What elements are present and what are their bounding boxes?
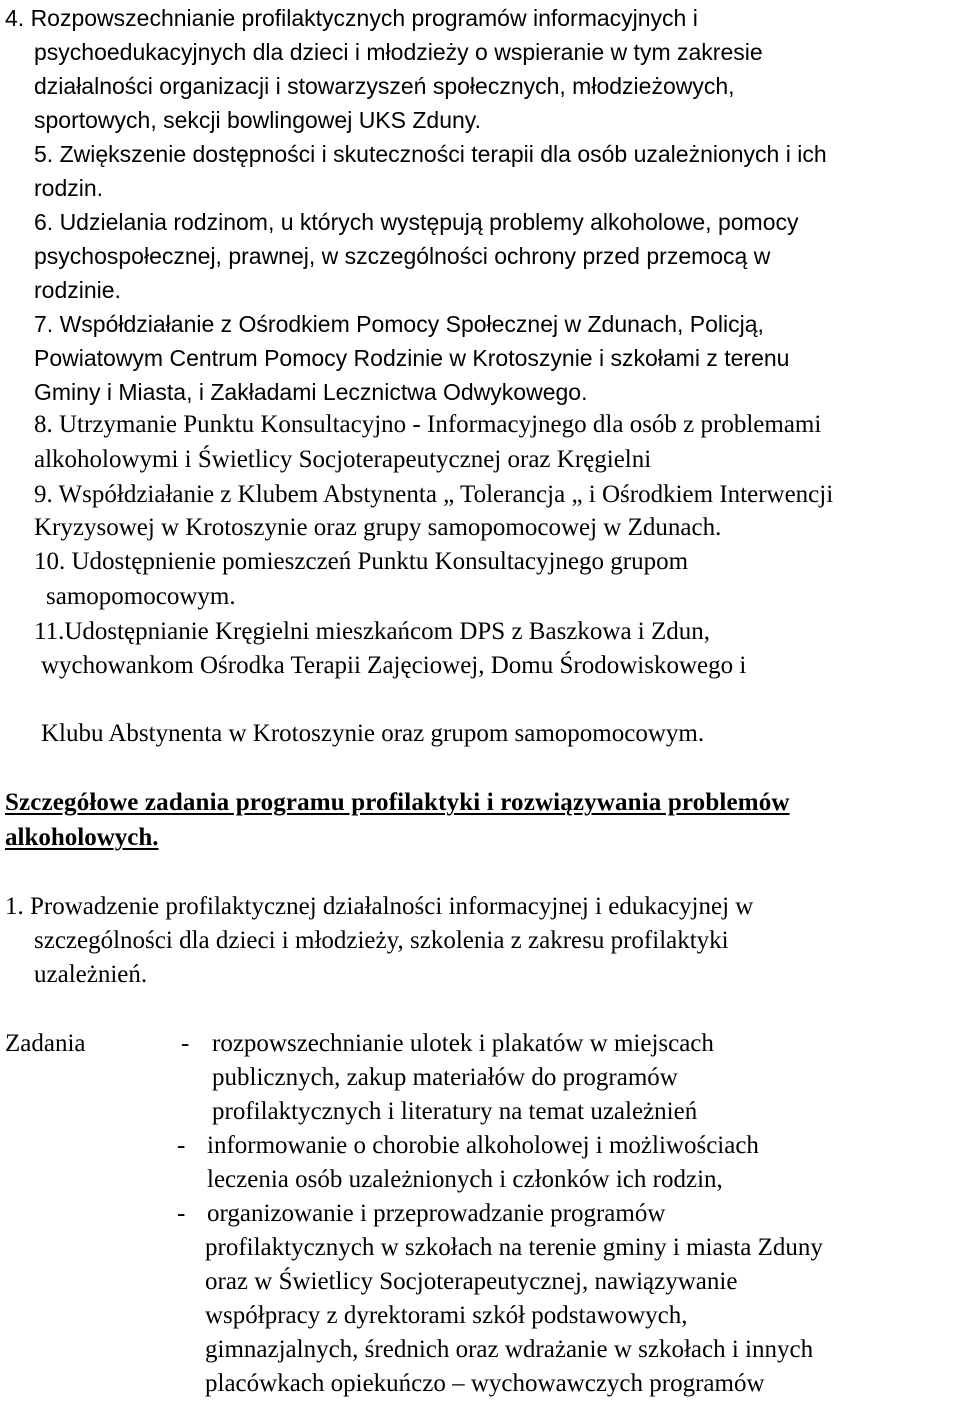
task-dash-1: - <box>181 1030 190 1057</box>
zadanie-3-line-1: organizowanie i przeprowadzanie programów <box>207 1200 666 1227</box>
task-dash-2: - <box>177 1132 186 1159</box>
task-dash-3: - <box>177 1200 186 1227</box>
item-11-line-2: wychowankom Ośrodka Terapii Zajęciowej, Domu Środowiskowego i <box>41 652 747 679</box>
zadanie-3-line-3: oraz w Świetlicy Socjoterapeutycznej, nawiązywanie <box>205 1268 738 1295</box>
item-6-line-2: psychospołecznej, prawnej, w szczególności ochrony przed przemocą w <box>34 243 771 269</box>
zadanie-1-line-3: profilaktycznych i literatury na temat uzależnień <box>212 1098 698 1125</box>
item-10-line-2: samopomocowym. <box>46 583 236 610</box>
item-4-line-3: działalności organizacji i stowarzyszeń społecznych, młodzieżowych, <box>34 73 735 99</box>
item-9-line-2: Kryzysowej w Krotoszynie oraz grupy samopomocowej w Zdunach. <box>34 514 722 541</box>
item-4-line-2: psychoedukacyjnych dla dzieci i młodzieży o wspieranie w tym zakresie <box>34 39 763 65</box>
zadanie-3-line-4: współpracy z dyrektorami szkół podstawowych, <box>205 1302 688 1329</box>
task-1-line-2: szczególności dla dzieci i młodzieży, szkolenia z zakresu profilaktyki <box>34 927 729 954</box>
zadanie-2-line-1: informowanie o chorobie alkoholowej i możliwościach <box>207 1132 759 1159</box>
task-1-line-1: 1. Prowadzenie profilaktycznej działalności informacyjnej i edukacyjnej w <box>5 893 754 920</box>
item-4-line-1: 4. Rozpowszechnianie profilaktycznych programów informacyjnych i <box>5 5 698 31</box>
item-6-line-3: rodzinie. <box>34 277 121 303</box>
zadanie-2-line-2: leczenia osób uzależnionych i członków ich rodzin, <box>207 1166 723 1193</box>
zadanie-3-line-6: placówkach opiekuńczo – wychowawczych programów <box>205 1370 765 1397</box>
task-1-line-3: uzależnień. <box>34 961 148 988</box>
item-4-line-4: sportowych, sekcji bowlingowej UKS Zduny. <box>34 107 481 133</box>
item-9-line-1: 9. Współdziałanie z Klubem Abstynenta „ Tolerancja „ i Ośrodkiem Interwencji <box>34 481 834 508</box>
item-11-line-3: Klubu Abstynenta w Krotoszynie oraz grupom samopomocowym. <box>41 720 705 747</box>
item-7-line-3: Gminy i Miasta, i Zakładami Lecznictwa Odwykowego. <box>34 379 588 405</box>
item-8-line-1: 8. Utrzymanie Punktu Konsultacyjno - Informacyjnego dla osób z problemami <box>34 411 822 438</box>
item-6-line-1: 6. Udzielania rodzinom, u których występują problemy alkoholowe, pomocy <box>34 209 799 235</box>
item-7-line-1: 7. Współdziałanie z Ośrodkiem Pomocy Społecznej w Zdunach, Policją, <box>34 311 764 337</box>
item-8-line-2: alkoholowymi i Świetlicy Socjoterapeutycznej oraz Kręgielni <box>34 446 652 473</box>
zadanie-1-line-1: rozpowszechnianie ulotek i plakatów w miejscach <box>212 1030 714 1057</box>
item-10-line-1: 10. Udostępnienie pomieszczeń Punktu Konsultacyjnego grupom <box>34 548 689 575</box>
item-11-line-1: 11.Udostępnianie Kręgielni mieszkańcom DPS z Baszkowa i Zdun, <box>34 618 711 645</box>
item-5-line-2: rodzin. <box>34 175 104 201</box>
item-5-line-1: 5. Zwiększenie dostępności i skuteczności terapii dla osób uzależnionych i ich <box>34 141 827 167</box>
zadanie-3-line-2: profilaktycznych w szkołach na terenie gminy i miasta Zduny <box>205 1234 823 1261</box>
section-heading-line-2: alkoholowych. <box>5 824 159 851</box>
zadania-label: Zadania <box>5 1030 86 1057</box>
item-7-line-2: Powiatowym Centrum Pomocy Rodzinie w Krotoszynie i szkołami z terenu <box>34 345 790 371</box>
zadanie-3-line-5: gimnazjalnych, średnich oraz wdrażanie w szkołach i innych <box>205 1336 814 1363</box>
section-heading-line-1: Szczegółowe zadania programu profilaktyki i rozwiązywania problemów <box>5 789 790 816</box>
zadanie-1-line-2: publicznych, zakup materiałów do programów <box>212 1064 678 1091</box>
